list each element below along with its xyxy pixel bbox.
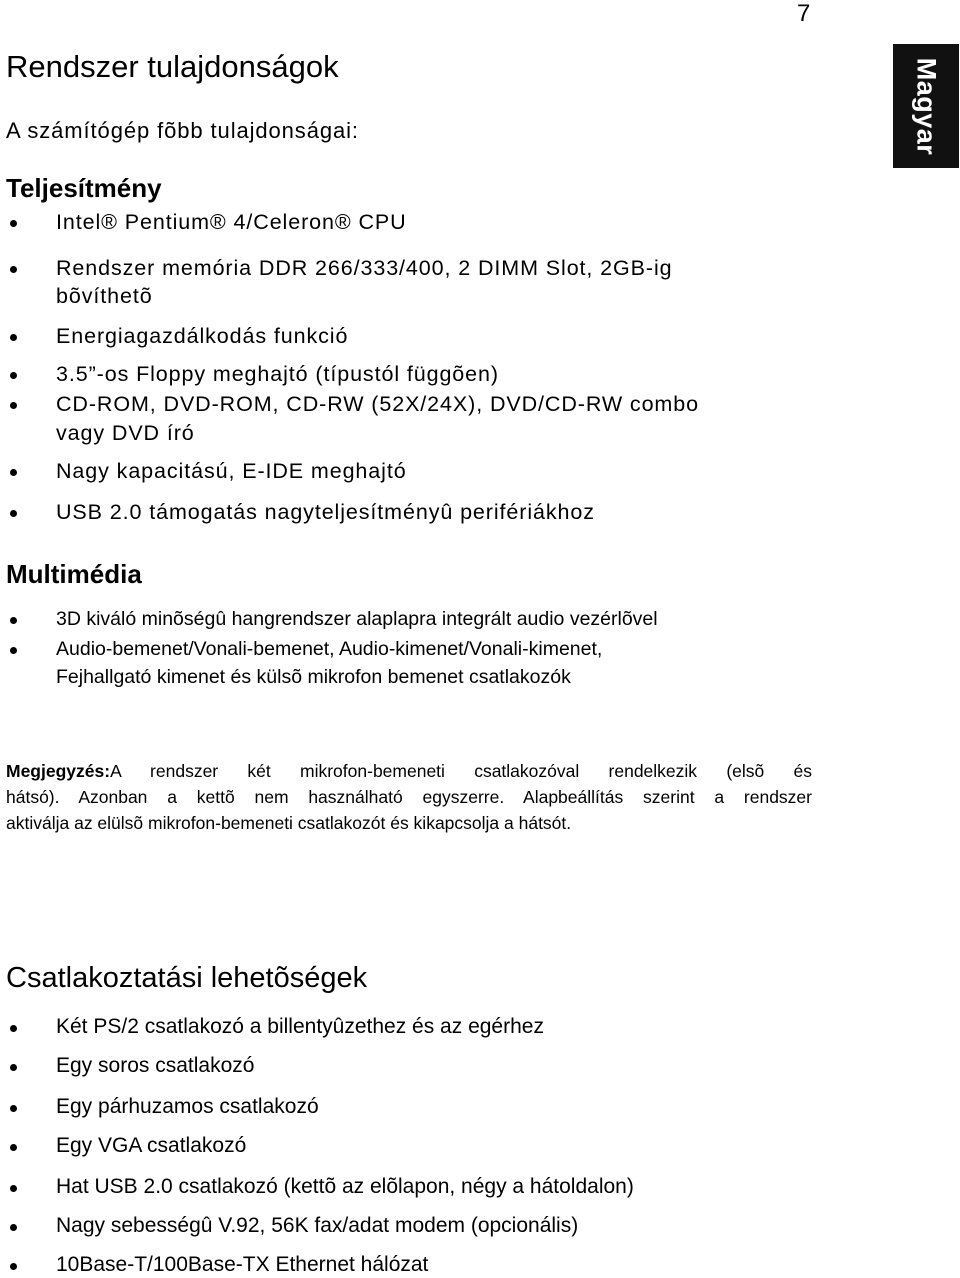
page-number: 7 [797,0,811,27]
list-item-text: Két PS/2 csatlakozó a billentyûzethez és az egérhez [56,1015,544,1038]
page-subtitle: A számítógép fõbb tulajdonságai: [6,118,359,143]
note-line: aktiválja az elülsõ mikrofon-bemeneti csatlakozót és kikapcsolja a hátsót. [6,813,572,833]
bullet-icon [10,220,17,227]
list-item-text: Egy VGA csatlakozó [56,1134,247,1157]
list-item-text: Nagy kapacitású, E-IDE meghajtó [56,459,407,483]
list-item-text: Fejhallgató kimenet és külsõ mikrofon bemenet csatlakozók [56,666,571,688]
list-item-text: Intel® Pentium® 4/Celeron® CPU [56,210,407,234]
language-tab-label: Magyar [911,57,942,155]
list-item-text: Egy párhuzamos csatlakozó [56,1095,319,1118]
bullet-icon [10,266,17,273]
performance-heading: Teljesítmény [6,173,162,203]
bullet-icon [10,469,17,476]
bullet-icon [10,334,17,341]
bullet-icon [10,617,17,624]
note-line [6,758,812,784]
bullet-icon [10,1144,17,1151]
bullet-icon [10,510,17,517]
note-block [6,758,812,836]
bullet-icon [10,1185,17,1192]
bullet-icon [10,1025,17,1032]
page-title: Rendszer tulajdonságok [6,49,339,84]
bullet-icon [10,1064,17,1071]
list-item-text: Audio-bemenet/Vonali-bemenet, Audio-kimenet/Vonali-kimenet, [56,638,603,660]
list-item-text: CD-ROM, DVD-ROM, CD-RW (52X/24X), DVD/CD-RW combo [56,392,699,416]
multimedia-heading: Multimédia [6,559,142,589]
note-label: Megjegyzés: [6,761,111,781]
list-item-text: Nagy sebességû V.92, 56K fax/adat modem (opcionális) [56,1214,579,1237]
list-item-text: bõvíthetõ [56,284,153,308]
connectivity-heading: Csatlakoztatási lehetõségek [6,962,368,994]
list-item-text: 3D kiváló minõségû hangrendszer alaplapra integrált audio vezérlõvel [56,608,658,630]
list-item-text: Energiagazdálkodás funkció [56,324,349,348]
list-item-text: Rendszer memória DDR 266/333/400, 2 DIMM Slot, 2GB-ig [56,256,673,280]
list-item-text: Hat USB 2.0 csatlakozó (kettõ az elõlapon, négy a hátoldalon) [56,1175,634,1198]
list-item-text: 10Base-T/100Base-TX Ethernet hálózat [56,1253,429,1276]
bullet-icon [10,1105,17,1112]
note-line: hátsó). Azonban a kettõ nem használható egyszerre. Alapbeállítás szerint a rendszer [6,787,812,807]
language-tab [893,44,959,168]
list-item-text: Egy soros csatlakozó [56,1054,255,1077]
bullet-icon [10,1224,17,1231]
bullet-icon [10,1263,17,1270]
note-text: A rendszer két mikrofon-bemeneti csatlakozóval rendelkezik (elsõ és [110,761,812,781]
list-item-text: vagy DVD író [56,421,195,445]
bullet-icon [10,402,17,409]
list-item-text: 3.5”-os Floppy meghajtó (típustól függõen) [56,362,499,386]
bullet-icon [10,372,17,379]
list-item-text: USB 2.0 támogatás nagyteljesítményû perifériákhoz [56,500,595,524]
bullet-icon [10,647,17,654]
